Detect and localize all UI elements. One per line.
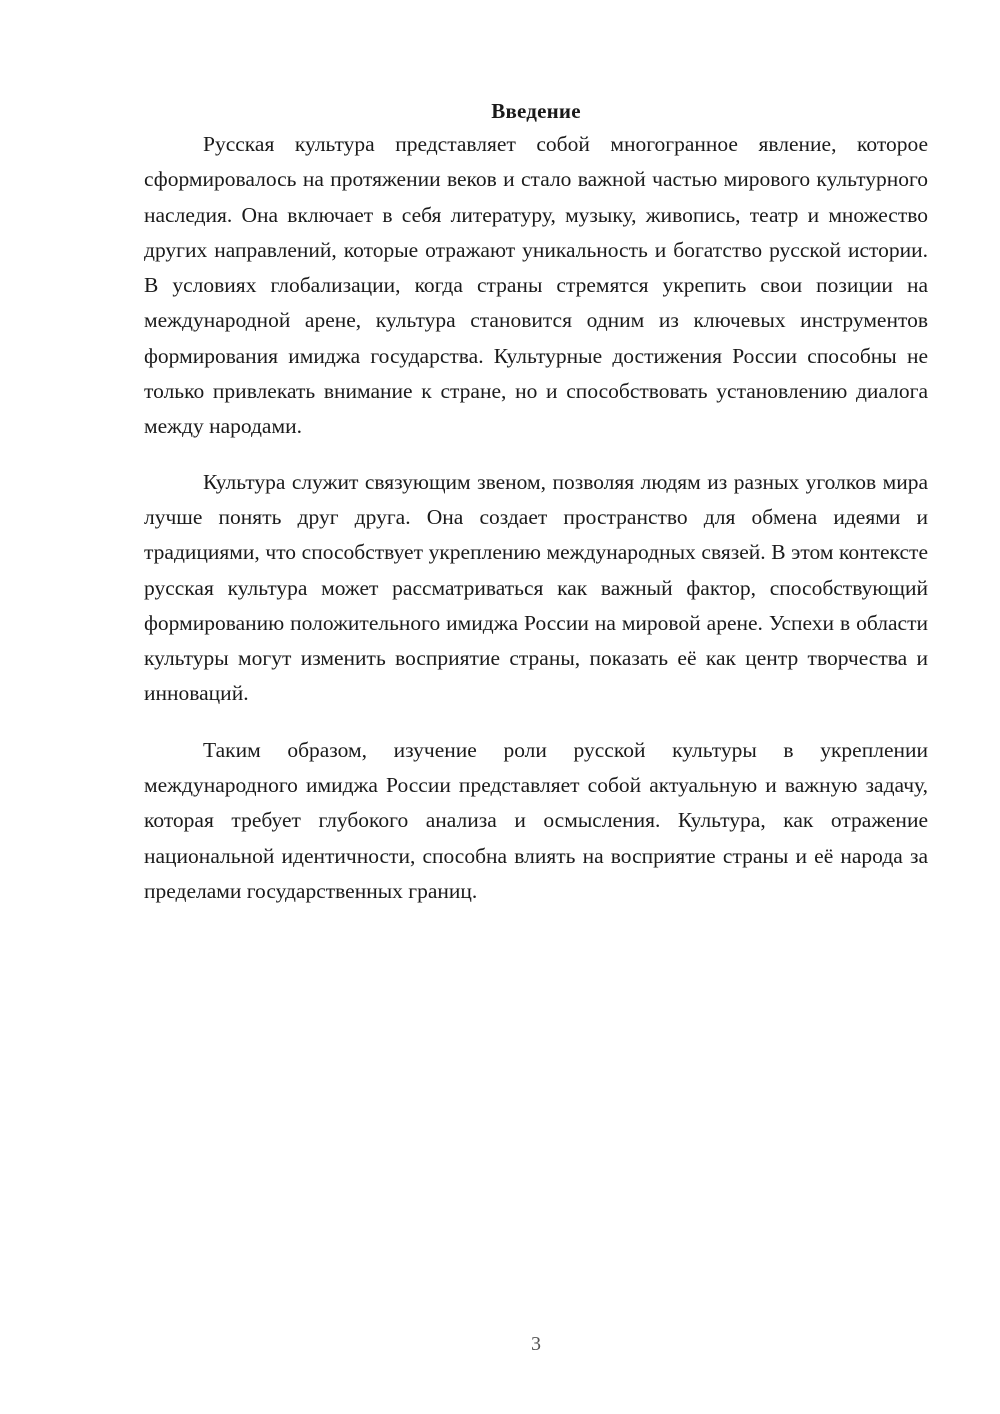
- section-heading: Введение: [491, 99, 581, 123]
- paragraph-1: Русская культура представляет собой многогранное явление, которое сформировалось на протяжении веков и стало важной частью мирового культурного наследия. Она включает в себя литературу, музыку, живопись, театр и множество других направлений, которые отражают уникальность и богатство русской истории. В условиях глобализации, когда страны стремятся укрепить свои позиции на международной арене, культура становится одним из ключевых инструментов формирования имиджа государства. Культурные достижения России способны не только привлекать внимание к стране, но и способствовать установлению диалога между народами.: [144, 132, 928, 439]
- page-content: [144, 96, 928, 909]
- page-number: 3: [531, 1333, 541, 1355]
- paragraph-2: Культура служит связующим звеном, позволяя людям из разных уголков мира лучше понять друг друга. Она создает пространство для обмена идеями и традициями, что способствует укреплению международных связей. В этом контексте русская культура может рассматриваться как важный фактор, способствующий формированию положительного имиджа России на мировой арене. Успехи в области культуры могут изменить восприятие страны, показать её как центр творчества и инноваций.: [144, 469, 928, 706]
- paragraph-3: Таким образом, изучение роли русской культуры в укреплении международного имиджа России представляет собой актуальную и важную задачу, которая требует глубокого анализа и осмысления. Культура, как отражение национальной идентичности, способна влиять на восприятие страны и её народа за пределами государственных границ.: [144, 737, 928, 903]
